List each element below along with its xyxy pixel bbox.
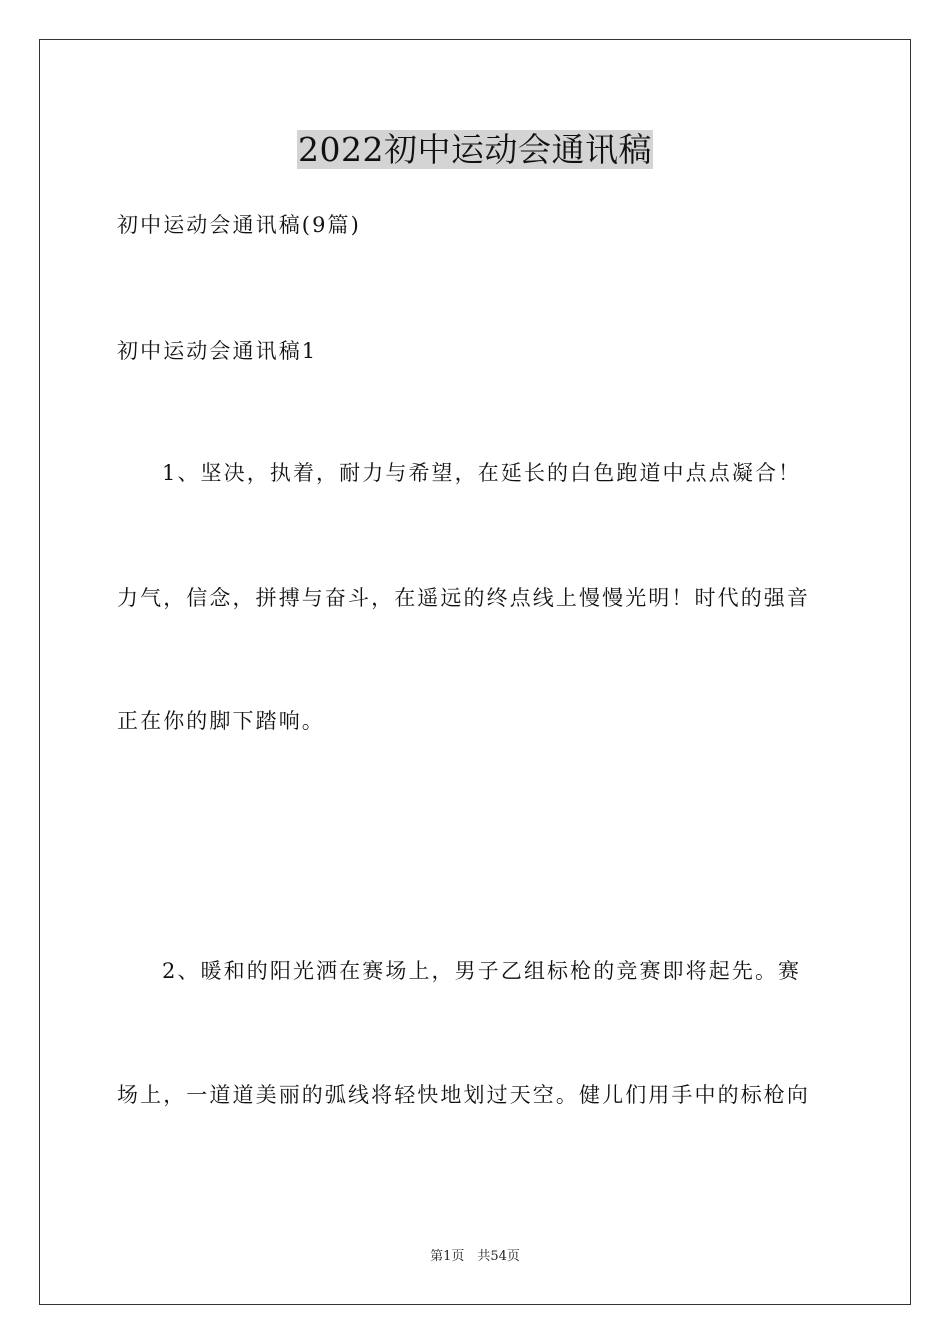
paragraph-line: 1、坚决，执着，耐力与希望，在延长的白色跑道中点点凝合！ <box>162 461 802 485</box>
paragraph-line: 正在你的脚下踏响。 <box>117 709 325 733</box>
paragraph-line: 力气，信念，拼搏与奋斗，在遥远的终点线上慢慢光明！时代的强音 <box>117 586 810 610</box>
document-subtitle: 初中运动会通讯稿(9篇) <box>117 213 361 237</box>
document-title-text: 2022初中运动会通讯稿 <box>298 130 652 169</box>
page-number-footer: 第1页 共54页 <box>430 1249 520 1264</box>
document-title <box>0 128 950 172</box>
paragraph-line: 2、暖和的阳光洒在赛场上，男子乙组标枪的竞赛即将起先。赛 <box>162 959 802 983</box>
paragraph-line: 场上，一道道美丽的弧线将轻快地划过天空。健儿们用手中的标枪向 <box>117 1083 810 1107</box>
section-heading: 初中运动会通讯稿1 <box>117 339 318 363</box>
